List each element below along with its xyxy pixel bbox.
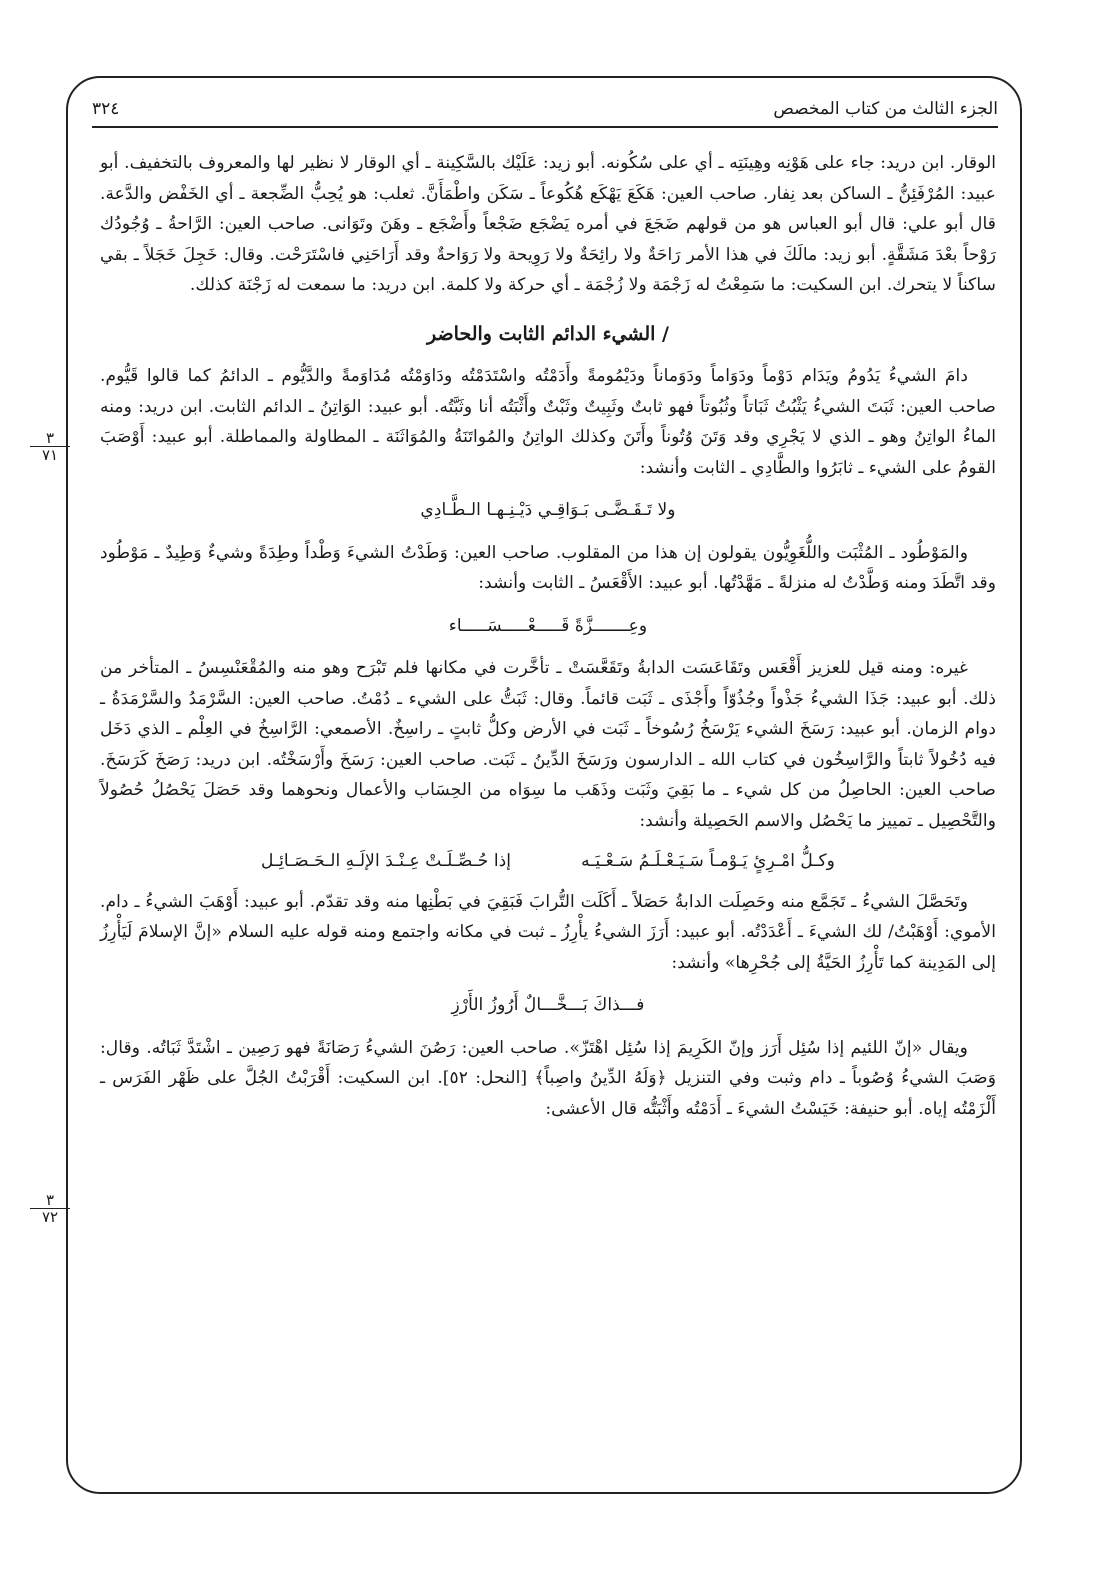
- page-header: [92, 94, 998, 124]
- margin-folio-volume: ٣: [45, 429, 55, 447]
- verse-second-hemistich: إذا حُـصِّـلَـتْ عِـنْـدَ الإلَـهِ الـحَـصَـائِـل: [261, 851, 512, 871]
- header-rule: [92, 126, 998, 128]
- poetry-verse: وعِـــــــزَّةً قَـــــعْـــــسَـــــاء: [448, 615, 648, 636]
- paragraph: غيره: ومنه قيل للعزيز أَقْعَس وتَقَاعَسَت الدابةُ وتَقَعَّسَتْ ـ تأخَّرت في مكانها فلم تَبْرَح وهو منه والمُقْعَنْسِسُ ـ المتأخر من ذلك. أبو عبيد: جَذَا الشيءُ جَذْواً وجُذُوّاً وأَجْذَى ـ ثَبَت قائماً. وقال: ثَبَتُّ على الشيء ـ دُمْتُ. صاحب العين: السَّرْمَدُ والسَّرْمَدَةُ ـ دوام الزمان. أبو عبيد: رَسَخَ الشيء يَرْسَخُ رُسُوخاً ـ ثَبَت في الأرض وكلُّ ثابتٍ ـ راسِخٌ. الأصمعي: الرَّاسِخُ في العِلْم ـ الذي دَخَل فيه دُخُولاً ثابتاً والرَّاسِخُون في كتاب الله ـ الدارسون ورَسَخَ الدِّينُ ـ ثَبَت. صاحب العين: رَسَخَ وأَرْسَخْتُه. ابن دريد: رَصَخَ كَرَسَخَ. صاحب العين: الحاصِلُ من كل شيء ـ ما بَقِيَ وثَبَت وذَهَب ما سِوَاه من الحِسَاب والأعمال ونحوهما وقد حَصَلَ يَحْصُلُ حُصُولاً والتَّحْصِيل ـ تمييز ما يَحْصُل والاسم الحَصِيلة وأنشد:: [100, 658, 996, 831]
- margin-folio-page: ٧٢: [30, 1208, 70, 1225]
- paragraph: وتَحَصَّلَ الشيءُ ـ تَجَمَّع منه وحَصِلَت الدابةُ حَصَلاً ـ أَكَلَت التُّرابَ فَبَقِيَ في بَطْنِها منه وقد تقدّم. أبو عبيد: أَوْهَبَ الشيءُ ـ دام. الأموي: أَوْهَبْتُ/ لك الشيءَ ـ أَعْدَدْتُه. أبو عبيد: أَرَزَ الشيءُ يأْرِزُ ـ ثبت في مكانه واجتمع ومنه قوله عليه السلام «إنَّ الإسلامَ لَيَأْرِزُ إلى المَدِينة كما تَأْرِزُ الحَيَّةُ إلى جُحْرِها» وأنشد:: [100, 891, 996, 973]
- paragraph: والمَوْطُود ـ المُثْبَت واللُّغَوِيُّون يقولون إن هذا من المقلوب. صاحب العين: وَطَدْتُ الشيءَ وَطْداً وطِدَةً وشيءٌ وَطِيدٌ ـ مَوْطُود وقد اتَّطَدَ ومنه وَطَّدْتُ له منزلةً ـ مَهَّدْتُها. أبو عبيد: الأَقْعَسُ ـ الثابت وأنشد:: [100, 542, 996, 593]
- margin-folio-note-2: [30, 1192, 70, 1225]
- margin-folio-page: ٧١: [30, 446, 70, 463]
- running-title: الجزء الثالث من كتاب المخصص: [773, 99, 998, 119]
- poetry-verse: ولا تَـقَـضَّـى بَـوَاقِـي دَيْـنِـهـا الـطَّـادِي: [420, 500, 676, 520]
- paragraph: الوقار. ابن دريد: جاء على هَوْنِه وهِينَتِه ـ أي على سُكُونه. أبو زيد: عَلَيْك بالسَّكِينة ـ أي الوقار لا نظير لها والمعروف بالتخفيف. أبو عبيد: المُرْفَئِنُّ ـ الساكن بعد نِفار. صاحب العين: هَكَعَ يَهْكَع هُكُوعاً ـ سَكَن واطْمَأَنَّ. ثعلب: هو يُحِبُّ الضِّجعة ـ أي الخَفْض والدَّعة. قال أبو علي: قال أبو العباس هو من قولهم ضَجَعَ في أمره يَضْجَع ضَجْعاً وأَضْجَع ـ وهَنَ وتَوَانى. صاحب العين: الرَّاحةُ ـ وُجُودُك رَوْحاً بعْدَ مَشَقَّةٍ. أبو زيد: مالَكَ في هذا الأمر رَاحَةٌ ولا رائِحَةٌ ولا رَوِيحة ولا رَوَاحةٌ وقد أَرَاحَنِي فاسْتَرَحْت. وقال: خَجِلَ خَجَلاً ـ بقي ساكناً لا يتحرك. ابن السكيت: ما سَمِعْتُ له زَجْمَة ولا زُجْمَة ـ أي حركة ولا كلمة. ابن دريد: ما سمعت له زَجْنَة كذلك.: [100, 153, 996, 295]
- page-number: ٣٢٤: [92, 99, 120, 119]
- poetry-couplet: [100, 846, 996, 877]
- margin-folio-volume: ٣: [45, 1191, 55, 1209]
- paragraph: ويقال «إنّ اللئيم إذا سُئِل أَرَز وإنّ الكَرِيمَ إذا سُئِل اهْتَزّ». صاحب العين: رَصُنَ الشيءُ رَصَانَةً فهو رَصِين ـ اشْتَدَّ ثَبَاتُه. وقال: وَصَبَ الشيءُ وُصُوباً ـ دام وثبت وفي التنزيل ﴿وَلَهُ الدِّينُ واصِباً﴾ [النحل: ٥٢]. ابن السكيت: أَقْرَبْتُ الجُلَّ على ظَهْر الفَرَس ـ أَلْزَمْتُه إياه. أبو حنيفة: خَيَسْتُ الشيءَ ـ أَدَمْتُه وأَثْبَتُّه قال الأعشى:: [100, 1037, 996, 1119]
- page-body: [100, 148, 996, 1124]
- section-heading: / الشيء الدائم الثابت والحاضر: [427, 322, 669, 345]
- paragraph: دامَ الشيءُ يَدُومُ ويَدَام دَوْماً ودَوَاماً ودَوَماناً ودَيْمُومةً وأَدَمْتُه واسْتَدَمْتُه ودَاوَمْتُه مُدَاوَمةً والدَّيُّوم ـ الدائمُ كما قالوا قَيُّوم. صاحب العين: ثَبَتَ الشيءُ يَثْبُتُ ثَبَاتاً وثُبُوتاً فهو ثابتٌ وثَبِيتٌ وثَبْتٌ وأَثْبَتُه أنا وثَبَّتُه. أبو عبيد: الوَاتِنُ ـ الدائم الثابت. ابن دريد: ومنه الماءُ الواتِنُ وهو ـ الذي لا يَجْرِي وقد وَتَنَ وُتُوناً وأَتَنَ وكذلك الواتِنُ والمُواتَنَةُ والمُوَاثَنَة ـ المطاولة والمماطلة. أبو عبيد: أَوْصَبَ القومُ على الشيء ـ ثابَرُوا والطَّادِي ـ الثابت وأنشد:: [100, 366, 996, 478]
- poetry-verse: فـــذاكَ بَـــخَّـــالٌ أَرُوزُ الأَرْزِ: [451, 995, 645, 1015]
- margin-folio-note-1: [30, 430, 70, 463]
- verse-first-hemistich: وكـلُّ امْـرِئٍ يَـوْمـاً سَـيَـعْـلَـمُ سَـعْـيَـه: [581, 851, 835, 871]
